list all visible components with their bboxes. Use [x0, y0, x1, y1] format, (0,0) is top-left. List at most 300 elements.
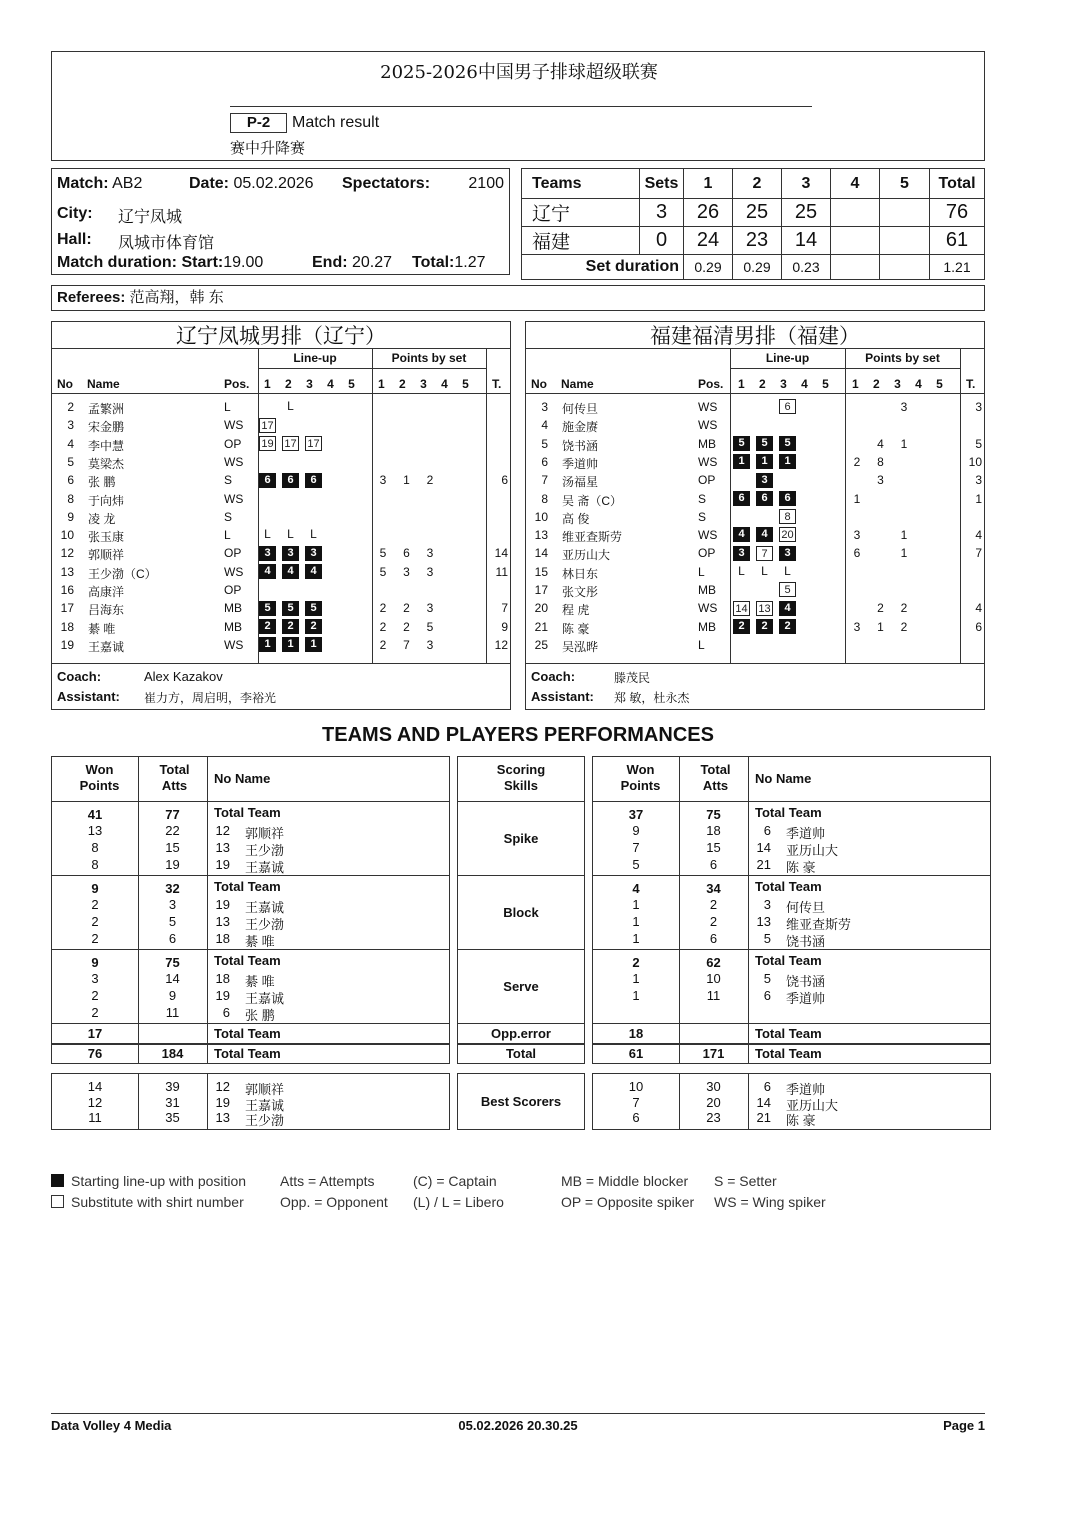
lineup-cells [733, 527, 802, 542]
lineup-cells [259, 582, 328, 597]
player-name: 张文彤 [562, 585, 599, 599]
total-value: 1.27 [454, 254, 486, 271]
set-points: 1 [900, 436, 908, 451]
header-box [51, 51, 985, 161]
lineup-cells [733, 600, 802, 615]
player-number: 13 [60, 564, 74, 579]
player-won: 1 [632, 988, 640, 1003]
best-scorers-block [592, 1073, 991, 1130]
referees-label: Referees: [57, 289, 126, 306]
total-col-header: T. [492, 377, 502, 391]
lineup-cell: L [287, 399, 294, 414]
divider [748, 950, 749, 1023]
player-name: 郭顺祥 [245, 826, 285, 841]
player-number: 10 [60, 528, 74, 543]
set-points: 2 [426, 473, 434, 488]
lineup-cell: 5 [756, 436, 773, 451]
player-name: 季道帅 [562, 456, 599, 471]
best-no: 21 [756, 1110, 771, 1125]
player-number: 10 [534, 509, 548, 524]
lineup-cell: 4 [779, 601, 796, 616]
player-atts: 9 [168, 988, 177, 1003]
set-points: 3 [853, 619, 861, 634]
player-name: 吕海东 [88, 603, 125, 618]
skills-header [457, 756, 585, 802]
player-row [526, 636, 984, 654]
set-points: 5 [426, 619, 434, 634]
best-name: 亚历山大 [786, 1097, 839, 1113]
away-set-points [831, 227, 880, 255]
perf-header [51, 756, 450, 802]
player-position: WS [698, 418, 718, 433]
player-name: 王少渤 [245, 917, 285, 932]
player-position: WS [698, 528, 718, 543]
lineup-cell: 4 [282, 564, 299, 579]
player-atts: 19 [165, 857, 180, 872]
player-no: 19 [215, 897, 230, 912]
lineup-cell: 5 [282, 601, 299, 616]
city-value: 辽宁凤城 [118, 209, 183, 226]
set-duration: 0.29 [733, 255, 782, 280]
divider [52, 663, 510, 664]
total-label: Total: [412, 254, 455, 271]
away-total: 61 [930, 227, 985, 255]
total-team-label: Total Team [214, 953, 281, 968]
best-name: 王嘉诚 [245, 1097, 285, 1113]
total-team-label: Total Team [755, 1046, 822, 1061]
player-name: 亚历山大 [562, 548, 611, 563]
player-won: 5 [632, 857, 640, 872]
player-atts: 2 [709, 897, 718, 912]
set-points: 3 [900, 400, 908, 414]
player-name: 季道帅 [786, 991, 826, 1006]
divider [207, 757, 208, 801]
player-position: MB [698, 583, 716, 597]
best-no: 13 [215, 1110, 230, 1125]
lineup-cells [259, 454, 328, 469]
set-points: 3 [426, 546, 434, 561]
set-duration: 0.23 [782, 255, 831, 280]
set-points: 3 [379, 473, 387, 488]
divider [679, 1024, 680, 1043]
lineup-cell: 6 [779, 399, 796, 414]
best-won: 7 [632, 1094, 640, 1110]
lineup-cell: 3 [779, 546, 796, 561]
lineup-cell: 3 [282, 546, 299, 561]
player-number: 15 [534, 564, 548, 579]
away-sets: 0 [640, 227, 684, 255]
lineup-cells [259, 399, 328, 414]
team-won-points: 9 [91, 955, 99, 970]
player-name: 王少渤 [245, 843, 285, 858]
skill-block [592, 949, 991, 1024]
outline-square-icon [51, 1195, 64, 1208]
player-position: L [698, 564, 705, 579]
player-row [526, 544, 984, 562]
player-name: 维亚查斯劳 [786, 917, 852, 932]
player-position: S [698, 491, 707, 506]
lineup-cell: 3 [305, 546, 322, 561]
performance-title: TEAMS AND PLAYERS PERFORMANCES [322, 724, 714, 746]
set-points: 2 [379, 619, 387, 634]
legend-opp: Opp. = Opponent [280, 1194, 388, 1210]
lineup-cell: 6 [282, 473, 299, 488]
player-no: 6 [222, 1005, 230, 1020]
player-number: 17 [60, 601, 74, 616]
player-row [52, 636, 510, 654]
best-won: 11 [88, 1110, 102, 1125]
lineup-cell: 5 [305, 601, 322, 616]
total-team-label: Total Team [755, 1026, 822, 1041]
player-number: 8 [67, 491, 74, 506]
player-no: 18 [215, 971, 230, 986]
end-value: 20.27 [352, 254, 393, 271]
player-won: 7 [632, 840, 640, 855]
player-won: 2 [91, 1005, 99, 1020]
away-set-points [880, 227, 930, 255]
player-atts: 10 [706, 971, 721, 986]
player-name: 高 俊 [562, 511, 590, 526]
player-position: WS [698, 400, 718, 414]
lineup-cells [733, 545, 802, 560]
player-no: 12 [215, 823, 230, 838]
no-name-header: No Name [755, 771, 812, 786]
perf-header [592, 756, 991, 802]
lineup-cells [733, 491, 802, 506]
player-name: 王少渤（C） [88, 566, 157, 581]
set-points: 2 [900, 601, 908, 616]
divider [748, 876, 749, 949]
lineup-cell: 1 [305, 637, 322, 652]
name-header: Name [561, 377, 594, 391]
lineup-cell: 7 [756, 546, 773, 561]
divider [207, 1024, 208, 1043]
total-label: Total [505, 1046, 537, 1061]
coach-label: Coach: [57, 669, 102, 684]
divider [748, 1074, 749, 1129]
points-cols: 1 2 3 4 5 [852, 377, 943, 391]
lineup-cell: 6 [756, 491, 773, 506]
player-name: 施金赓 [562, 420, 599, 435]
set-points: 3 [426, 564, 434, 579]
player-atts: 11 [165, 1005, 180, 1020]
home-total: 76 [930, 199, 985, 227]
lineup-cell: 1 [756, 454, 773, 469]
player-number: 3 [67, 418, 74, 433]
duration-label: Match duration: [57, 254, 177, 271]
player-number: 20 [534, 601, 548, 616]
player-position: WS [224, 418, 244, 433]
total-row [592, 1043, 991, 1064]
footer-right: Page 1 [943, 1418, 985, 1433]
player-name: 綦 唯 [88, 621, 116, 636]
lineup-cell: 6 [259, 473, 276, 488]
lineup-cells [733, 637, 802, 652]
divider [748, 1045, 749, 1064]
player-atts: 18 [706, 823, 721, 838]
lineup-cell: 5 [259, 601, 276, 616]
team-total-atts: 75 [165, 955, 180, 970]
player-no: 13 [215, 914, 230, 929]
lineup-cell: 2 [733, 619, 750, 634]
total-atts-header: Total Atts [159, 762, 190, 793]
player-atts: 3 [168, 897, 177, 912]
player-name: 季道帅 [786, 826, 826, 841]
divider [207, 950, 208, 1023]
lineup-cell: L [310, 527, 317, 542]
set-points: 2 [900, 619, 908, 634]
player-number: 5 [67, 454, 74, 469]
lineup-cells [733, 582, 802, 597]
player-position: WS [224, 454, 244, 469]
player-number: 4 [67, 436, 74, 451]
player-name: 何传旦 [786, 900, 826, 915]
total-team-label: Total Team [214, 805, 281, 820]
doc-code: P-2 [230, 113, 287, 133]
legend-ws: WS = Wing spiker [714, 1194, 826, 1210]
lineup-cell: 20 [779, 527, 796, 542]
player-total-points: 7 [501, 601, 508, 616]
player-no: 5 [763, 931, 771, 946]
home-set-points: 25 [733, 199, 782, 227]
player-total-points: 1 [975, 491, 982, 506]
divider [52, 348, 510, 349]
legend-mb: MB = Middle blocker [561, 1173, 689, 1189]
player-name: 凌 龙 [88, 511, 116, 526]
lineup-cells [259, 491, 328, 506]
player-position: OP [698, 546, 716, 561]
points-cols: 1 2 3 4 5 [378, 377, 469, 391]
legend-captain: (C) = Captain [413, 1173, 497, 1189]
match-info-box [51, 168, 510, 275]
player-total-points: 6 [975, 619, 982, 634]
no-name-header: No Name [214, 771, 271, 786]
set-points: 2 [403, 619, 410, 634]
player-position: MB [224, 601, 242, 616]
player-row [52, 471, 510, 489]
lineup-cell: 2 [259, 619, 276, 634]
player-won: 1 [632, 971, 640, 986]
player-number: 8 [541, 491, 548, 506]
player-atts: 6 [168, 931, 177, 946]
lineup-cell: 6 [779, 491, 796, 506]
skill-block [51, 875, 450, 950]
header-rule [230, 106, 812, 107]
set-points: 2 [877, 601, 884, 616]
player-number: 13 [534, 528, 548, 543]
player-number: 6 [67, 473, 74, 488]
lineup-cells [733, 509, 802, 524]
lineup-cells [733, 454, 802, 469]
best-won: 10 [628, 1079, 644, 1094]
footer-center: 05.02.2026 20.30.25 [458, 1418, 578, 1433]
lineup-cell: 1 [733, 454, 750, 469]
away-team-name: 福建 [522, 227, 640, 255]
team-won-points: 9 [91, 881, 99, 896]
set-col-header: 1 [684, 169, 733, 199]
home-set-points: 26 [684, 199, 733, 227]
lineup-cols: 1 2 3 4 5 [264, 377, 355, 391]
lineup-cell: 4 [305, 564, 322, 579]
best-atts: 31 [165, 1094, 180, 1110]
player-number: 7 [541, 473, 548, 488]
divider [748, 1024, 749, 1043]
total-team-label: Total Team [755, 805, 822, 820]
end-row [312, 254, 392, 272]
set-points: 3 [403, 564, 410, 579]
won-points-header: Won Points [620, 762, 661, 793]
away-set-points: 23 [733, 227, 782, 255]
player-row [526, 471, 984, 489]
team-total-atts: 75 [706, 807, 721, 822]
player-name: 饶书涵 [786, 934, 826, 949]
player-name: 陈 豪 [786, 860, 816, 875]
total-duration: 1.21 [930, 255, 985, 280]
player-name: 王嘉诚 [88, 639, 125, 654]
coach-name: Alex Kazakov [144, 669, 223, 684]
lineup-cell: 19 [259, 436, 276, 451]
player-row [52, 508, 510, 526]
player-name: 张 鹏 [88, 475, 116, 490]
set-points: 6 [403, 546, 410, 561]
opp-error-row [592, 1023, 991, 1044]
player-total-points: 14 [494, 546, 508, 561]
lineup-cell: L [761, 564, 768, 579]
total-atts: 171 [702, 1046, 725, 1061]
team-total-atts: 34 [706, 881, 721, 896]
player-row [52, 544, 510, 562]
assistant-label: Assistant: [57, 689, 120, 704]
skill-name-cell [457, 875, 585, 950]
legend-op: OP = Opposite spiker [561, 1194, 695, 1210]
player-name: 王嘉诚 [245, 860, 285, 875]
filled-square-icon [51, 1174, 64, 1187]
lineup-cell: 13 [756, 601, 773, 616]
best-scorers-block [51, 1073, 450, 1130]
lineup-cell: 17 [259, 418, 276, 433]
divider [730, 368, 960, 369]
player-name: 何传旦 [562, 402, 599, 416]
skill-block [592, 801, 991, 876]
player-no: 13 [215, 840, 230, 855]
player-won: 9 [632, 823, 640, 838]
player-name: 王嘉诚 [245, 991, 285, 1006]
player-position: MB [224, 619, 242, 634]
assistant-names: 郑 敏，杜永杰 [614, 691, 690, 705]
player-atts: 2 [709, 914, 718, 929]
sets-header: Sets [640, 169, 684, 199]
home-set-points [831, 199, 880, 227]
player-won: 13 [87, 823, 103, 838]
lineup-cell: 4 [733, 527, 750, 542]
player-atts: 5 [168, 914, 177, 929]
hall-label: Hall: [57, 231, 92, 248]
player-no: 3 [763, 897, 771, 912]
best-won: 14 [87, 1079, 103, 1094]
total-won: 76 [87, 1046, 103, 1061]
no-header: No [57, 377, 73, 391]
set-points: 2 [379, 637, 387, 652]
team-total-atts: 32 [165, 881, 180, 896]
player-row [52, 599, 510, 617]
footer-left: Data Volley 4 Media [51, 1418, 172, 1433]
player-position: MB [698, 619, 716, 634]
player-number: 19 [60, 637, 74, 652]
player-name: 王嘉诚 [245, 900, 285, 915]
lineup-cells [259, 545, 328, 560]
lineup-cell: L [264, 527, 271, 542]
legend-libero: (L) / L = Libero [413, 1194, 504, 1210]
legend-outline: Substitute with shirt number [71, 1194, 244, 1210]
set-points: 3 [877, 473, 884, 488]
best-name: 陈 豪 [786, 1113, 816, 1128]
player-row [526, 508, 984, 526]
lineup-cells [259, 564, 328, 579]
set-duration [831, 255, 880, 280]
best-name: 郭顺祥 [245, 1082, 285, 1097]
total-team-label: Total Team [214, 879, 281, 894]
player-won: 2 [91, 897, 99, 912]
lineup-cell: 1 [282, 637, 299, 652]
set-points: 2 [379, 601, 387, 616]
start-value: 19.00 [223, 254, 264, 271]
skill-name-cell [457, 801, 585, 876]
match-phase: 赛中升降赛 [230, 140, 306, 157]
best-no: 12 [215, 1079, 230, 1094]
player-total-points: 7 [975, 546, 982, 561]
lineup-cell: 5 [779, 582, 796, 597]
teams-header: Teams [522, 169, 640, 199]
assistant-names: 崔力方，周启明，李裕光 [144, 691, 277, 705]
home-team-title: 辽宁凤城男排（辽宁） [176, 324, 386, 348]
referees-names: 范高翔，韩 东 [129, 289, 224, 306]
total-won: 61 [628, 1046, 644, 1061]
player-no: 14 [756, 840, 771, 855]
player-total-points: 3 [975, 400, 982, 414]
spectators-label: Spectators: [342, 175, 431, 192]
won-points-header: Won Points [79, 762, 120, 793]
best-won: 6 [632, 1110, 640, 1125]
player-number: 21 [534, 619, 548, 634]
player-number: 25 [534, 637, 548, 652]
player-position: WS [698, 454, 718, 469]
skill-block [51, 949, 450, 1024]
pos-header: Pos. [698, 377, 724, 391]
player-row [526, 416, 984, 434]
player-number: 2 [67, 400, 74, 414]
set-duration: 0.29 [684, 255, 733, 280]
opp-error-row [51, 1023, 450, 1044]
lineup-cell: 17 [305, 436, 322, 451]
player-row [526, 453, 984, 471]
match-date: 05.02.2026 [233, 175, 314, 192]
player-row [52, 453, 510, 471]
lineup-cell: 17 [282, 436, 299, 451]
team-won-points: 37 [628, 807, 644, 822]
lineup-cells [259, 619, 328, 634]
legend-filled: Starting line-up with position [71, 1173, 247, 1189]
divider [526, 348, 984, 349]
lineup-cell: 14 [733, 601, 750, 616]
lineup-cell: L [287, 527, 294, 542]
player-name: 綦 唯 [245, 974, 275, 989]
best-name: 王少渤 [245, 1113, 285, 1128]
set-points: 1 [877, 619, 884, 634]
set-col-header: 2 [733, 169, 782, 199]
player-position: OP [224, 583, 242, 597]
player-won: 2 [91, 931, 99, 946]
hall-value: 凤城市体育馆 [118, 235, 215, 252]
